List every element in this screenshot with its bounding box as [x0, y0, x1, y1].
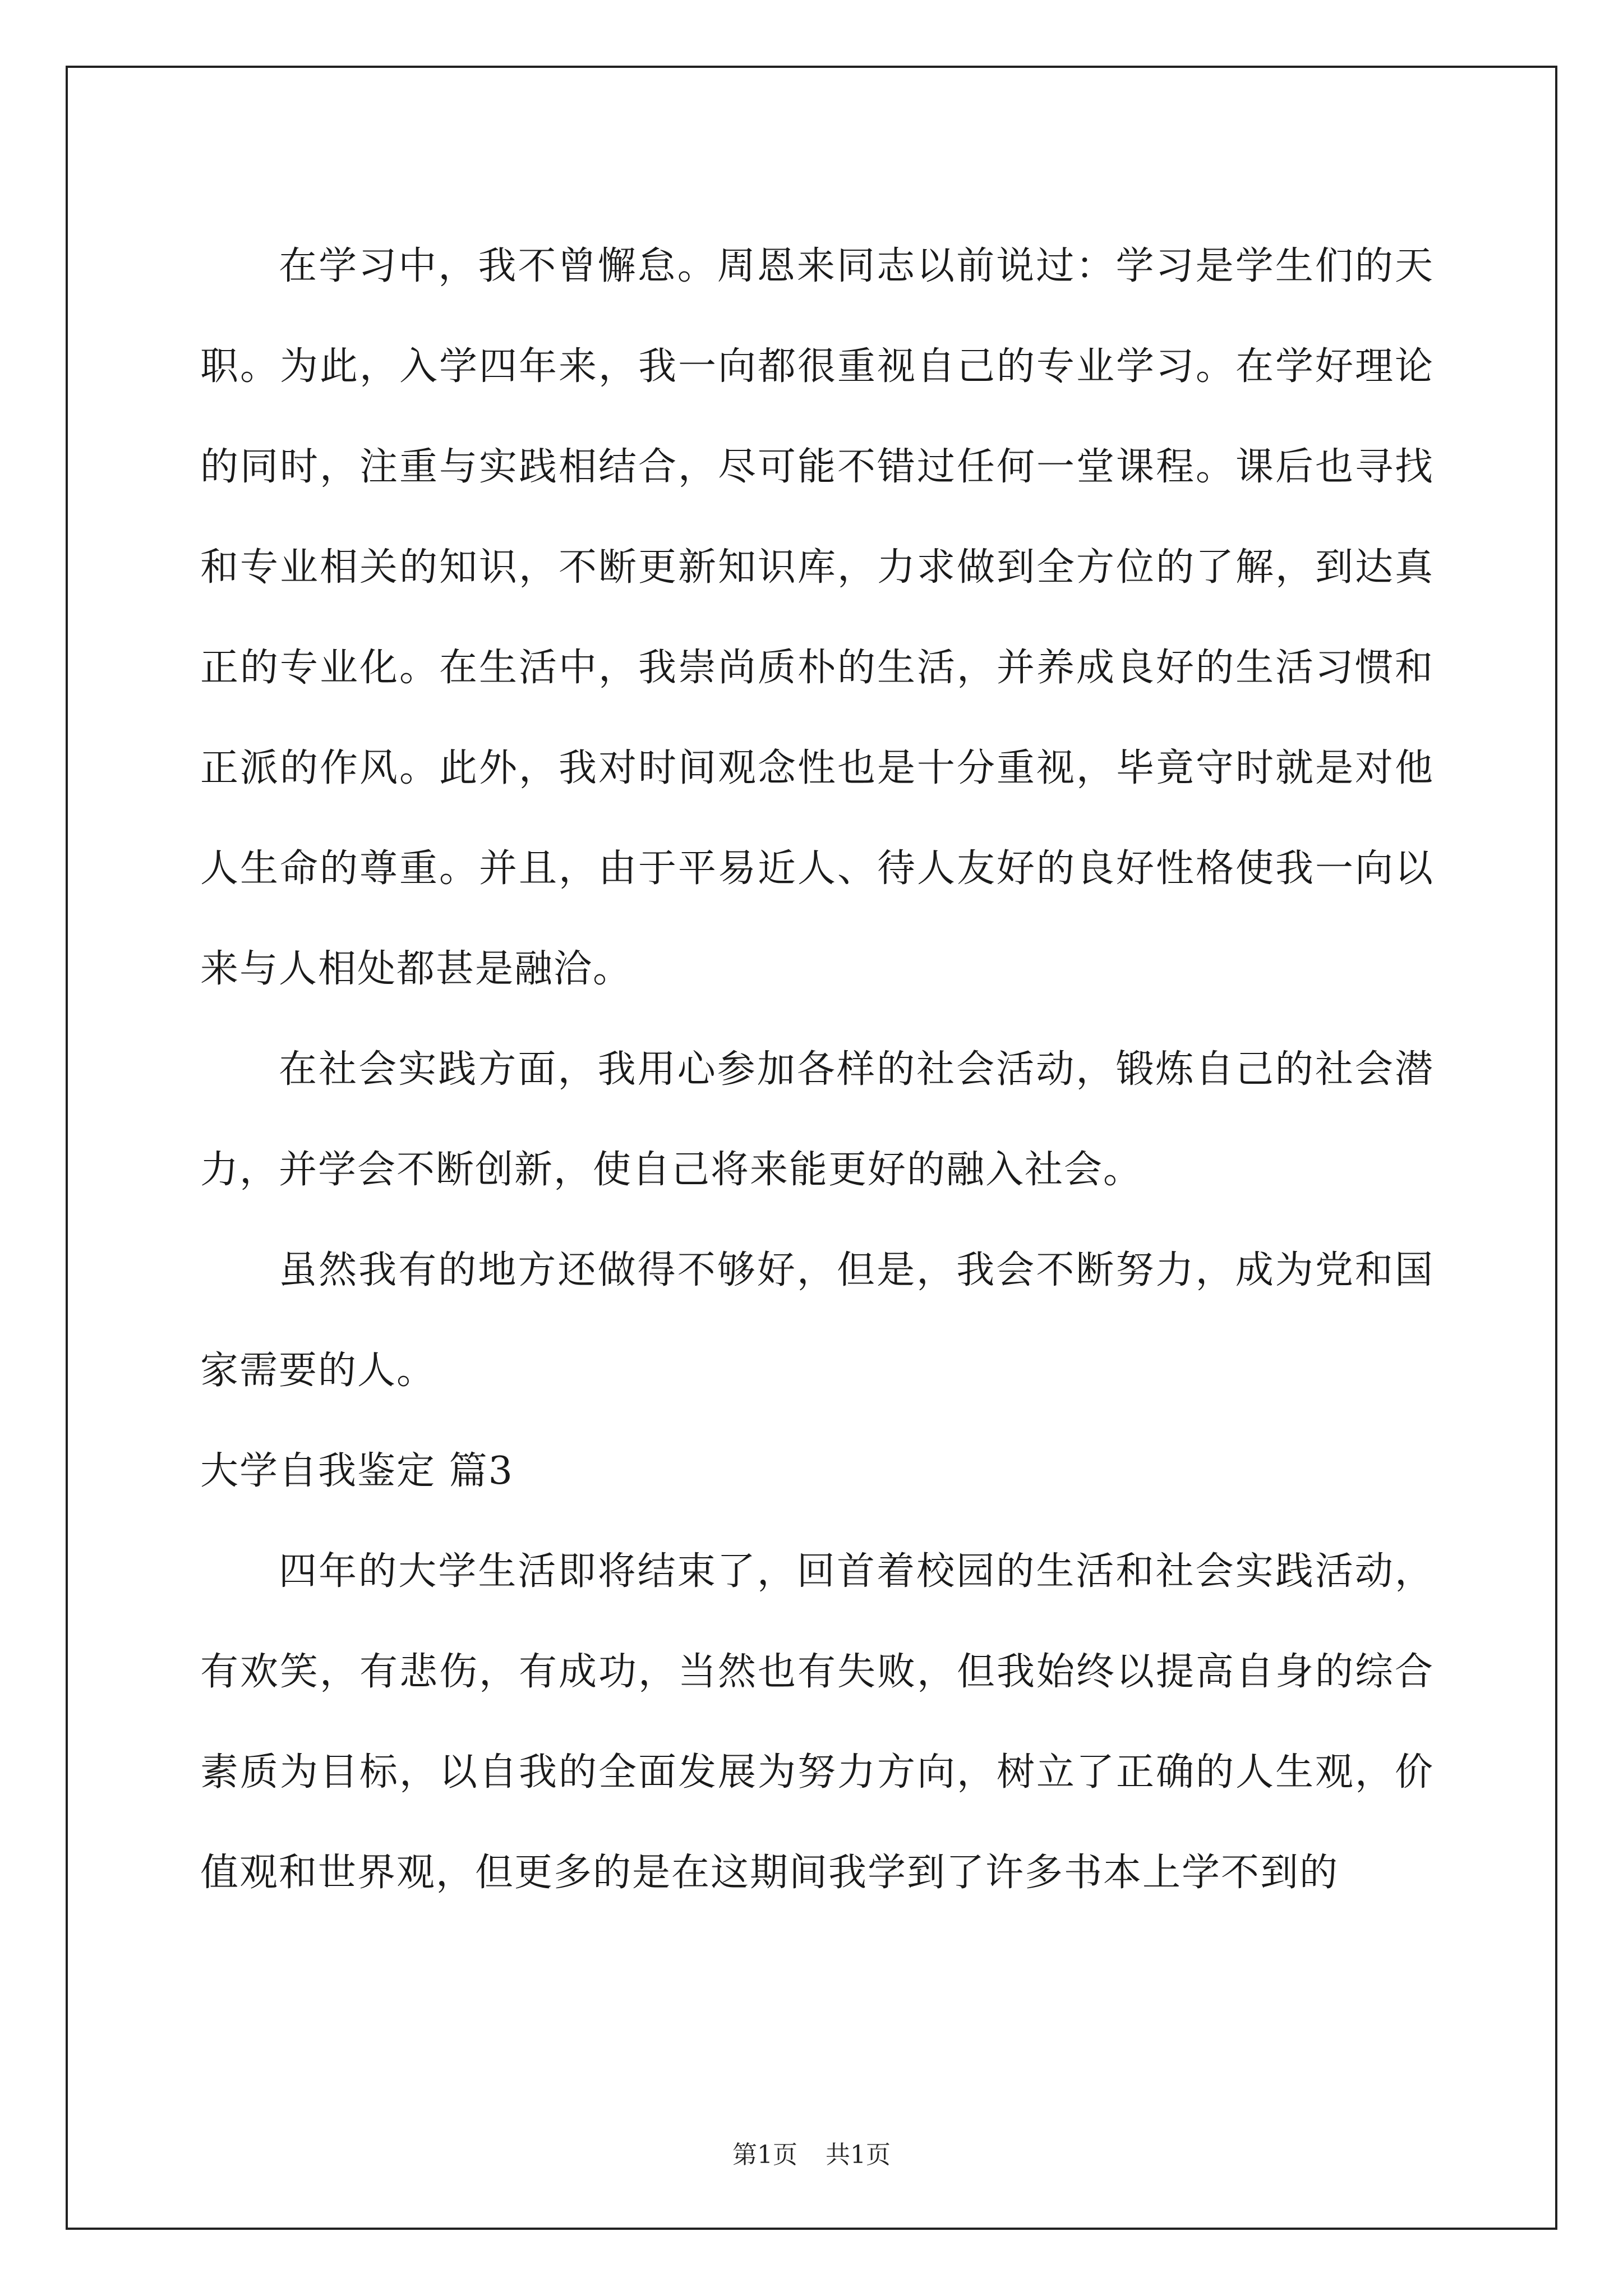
paragraph-resolve: 虽然我有的地方还做得不够好，但是，我会不断努力，成为党和国家需要的人。 [200, 1248, 1434, 1393]
page-footer [0, 2138, 1623, 2172]
paragraph-study: 在学习中，我不曾懈怠。周恩来同志以前说过：学习是学生们的天职。为此，入学四年来，我一向都很重视自己的专业学习。在学好理论的同时，注重与实践相结合，尽可能不错过任何一堂课程。课后也寻找和专业相关的知识，不断更新知识库，力求做到全方位的了解，到达真正的专业化。在生活中，我崇尚质朴的生活，并养成良好的生活习惯和正派的作风。此外，我对时间观念性也是十分重视，毕竟守时就是对他人生命的尊重。并且，由于平易近人、待人友好的良好性格使我一向以来与人相处都甚是融洽。 [200, 244, 1434, 991]
section-heading: 大学自我鉴定 篇3 [200, 1449, 514, 1493]
paragraph-four-years: 四年的大学生活即将结束了，回首着校园的生活和社会实践活动，有欢笑，有悲伤，有成功，当然也有失败，但我始终以提高自身的综合素质为目标，以自我的全面发展为努力方向，树立了正确的人生观，价值观和世界观，但更多的是在这期间我学到了许多书本上学不到的 [200, 1549, 1434, 1895]
document-body [200, 216, 1434, 1923]
page-number: 第1页 [732, 2141, 797, 2169]
page-total: 共1页 [826, 2141, 891, 2169]
paragraph-social-practice: 在社会实践方面，我用心参加各样的社会活动，锻炼自己的社会潜力，并学会不断创新，使自己将来能更好的融入社会。 [200, 1047, 1434, 1192]
